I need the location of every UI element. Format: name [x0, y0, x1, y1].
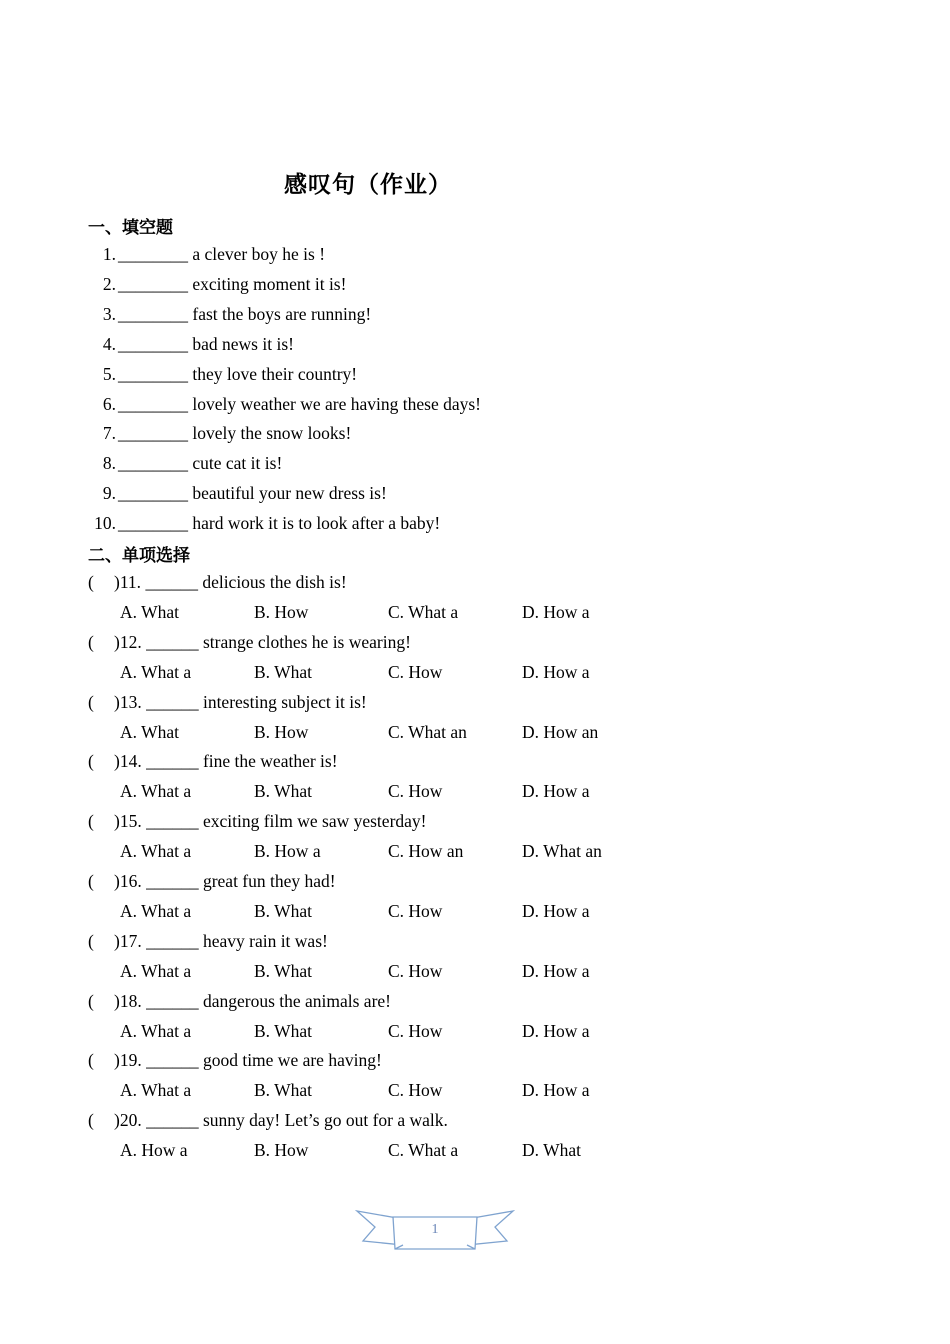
item-number: 5. [102, 363, 116, 384]
choice-option: A. What a [120, 960, 192, 981]
answer-blank: ________ [118, 453, 188, 474]
choice-option: B. What [254, 1080, 313, 1101]
item-number: 8. [102, 453, 116, 474]
choice-option: B. How [254, 602, 309, 622]
choice-option: D. How a [522, 960, 590, 981]
answer-blank: ________ [118, 513, 188, 534]
item-text: sunny day! Let’s go out for a walk. [202, 1110, 448, 1131]
question-row [88, 1109, 448, 1131]
choice-option: A. What a [120, 1080, 192, 1101]
question-row [88, 571, 347, 593]
answer-paren: ( [88, 691, 94, 712]
item-number: )18. [114, 990, 142, 1011]
choice-option: B. How [254, 1140, 309, 1161]
choice-option: C. How an [388, 841, 464, 862]
fill-item [86, 243, 325, 265]
item-number: )12. [114, 631, 142, 652]
item-number: )17. [114, 930, 142, 951]
page-title: 感叹句（作业） [284, 172, 452, 198]
item-text: fine the weather is! [202, 751, 338, 772]
answer-blank: ________ [118, 483, 188, 504]
choice-option: C. How [388, 1080, 443, 1101]
fill-item [86, 452, 282, 474]
answer-blank: ______ [145, 572, 198, 592]
choice-option: C. How [388, 1020, 443, 1041]
choice-option: B. What [254, 901, 313, 921]
fill-item [86, 333, 294, 355]
choice-option: C. What a [388, 602, 459, 622]
answer-blank: ________ [118, 244, 188, 264]
question-row [88, 750, 338, 772]
fill-item [86, 512, 440, 534]
choice-option: A. How a [120, 1140, 188, 1161]
item-text: interesting subject it is! [202, 691, 367, 712]
choice-option: B. What [254, 661, 313, 682]
answer-blank: ______ [146, 1110, 199, 1131]
item-text: lovely the snow looks! [192, 423, 352, 444]
item-text: exciting film we saw yesterday! [202, 811, 427, 832]
fill-item [86, 393, 481, 415]
choice-option: D. How a [522, 781, 590, 802]
choice-option: D. How a [522, 661, 590, 682]
item-text: dangerous the animals are! [202, 990, 392, 1011]
item-text: lovely weather we are having these days! [192, 393, 482, 414]
item-text: great fun they had! [202, 871, 336, 891]
item-text: strange clothes he is wearing! [202, 631, 411, 652]
choice-option: D. How a [522, 901, 590, 921]
question-row [88, 990, 391, 1012]
choice-option: C. What an [388, 721, 467, 742]
item-number: )14. [114, 751, 142, 772]
item-text: hard work it is to look after a baby! [192, 513, 441, 534]
choice-option: D. How a [522, 1080, 590, 1101]
item-text: cute cat it is! [192, 453, 283, 474]
answer-blank: ________ [118, 273, 188, 294]
item-number: )20. [114, 1110, 142, 1131]
page-footer [355, 1207, 515, 1255]
item-number: 1. [102, 244, 116, 264]
choice-option: B. What [254, 960, 313, 981]
answer-paren: ( [88, 1050, 94, 1071]
answer-paren: ( [88, 871, 94, 891]
section-heading-fill: 一、填空题 [88, 218, 173, 238]
choice-option: B. What [254, 781, 313, 802]
answer-blank: ________ [118, 303, 188, 324]
section-heading-choice: 二、单项选择 [88, 546, 190, 566]
answer-blank: ______ [146, 811, 199, 832]
page-number: 1 [431, 1222, 439, 1237]
item-number: 7. [102, 423, 116, 444]
item-number: )13. [114, 691, 142, 712]
answer-blank: ______ [146, 631, 199, 652]
answer-paren: ( [88, 572, 94, 592]
choice-option: A. What a [120, 781, 192, 802]
choice-option: C. How [388, 661, 443, 682]
answer-blank: ______ [146, 990, 199, 1011]
answer-paren: ( [88, 811, 94, 832]
answer-blank: ______ [146, 930, 199, 951]
fill-item [86, 363, 357, 385]
choice-option: C. How [388, 901, 443, 921]
question-row [88, 631, 411, 653]
answer-paren: ( [88, 990, 94, 1011]
choice-option: D. How an [522, 721, 599, 742]
answer-blank: ______ [146, 871, 199, 891]
fill-item [86, 422, 351, 444]
answer-blank: ______ [146, 1050, 199, 1071]
answer-paren: ( [88, 631, 94, 652]
item-text: good time we are having! [202, 1050, 382, 1071]
answer-blank: ________ [118, 333, 188, 354]
answer-blank: ________ [118, 363, 188, 384]
fill-item [86, 273, 346, 295]
choice-option: D. What [522, 1140, 581, 1161]
answer-blank: ________ [118, 393, 188, 414]
question-row [88, 810, 427, 832]
item-text: fast the boys are running! [192, 303, 372, 324]
item-number: 3. [102, 303, 116, 324]
question-row [88, 930, 328, 952]
choice-option: D. How a [522, 1020, 590, 1041]
fill-item [86, 303, 371, 325]
choice-option: A. What [120, 602, 179, 622]
question-row [88, 691, 367, 713]
item-text: delicious the dish is! [202, 572, 347, 592]
item-number: )16. [114, 871, 142, 891]
choice-option: A. What a [120, 901, 192, 921]
choice-option: B. How a [254, 841, 321, 862]
choice-option: A. What [120, 721, 179, 742]
item-text: exciting moment it is! [192, 273, 347, 294]
choice-option: D. What an [522, 841, 602, 862]
item-text: heavy rain it was! [202, 930, 328, 951]
item-text: a clever boy he is ! [192, 244, 326, 264]
choice-option: C. How [388, 960, 443, 981]
answer-blank: ______ [146, 691, 199, 712]
item-number: 6. [102, 393, 116, 414]
answer-blank: ________ [118, 423, 188, 444]
choice-option: B. What [254, 1020, 313, 1041]
answer-paren: ( [88, 751, 94, 772]
choice-option: D. How a [522, 602, 590, 622]
item-text: beautiful your new dress is! [192, 483, 387, 504]
item-text: they love their country! [192, 363, 358, 384]
choice-option: B. How [254, 721, 309, 742]
choice-option: A. What a [120, 841, 192, 862]
item-number: )11. [114, 572, 142, 592]
item-number: )15. [114, 811, 142, 832]
question-row [88, 1049, 382, 1071]
choice-option: C. What a [388, 1140, 459, 1161]
choice-option: A. What a [120, 1020, 192, 1041]
question-row [88, 870, 336, 892]
fill-item [86, 482, 387, 504]
item-number: 9. [102, 483, 116, 504]
item-number: 4. [102, 333, 116, 354]
item-number: )19. [114, 1050, 142, 1071]
item-text: bad news it is! [192, 333, 294, 354]
item-number: 2. [102, 273, 116, 294]
choice-option: C. How [388, 781, 443, 802]
choice-option: A. What a [120, 661, 192, 682]
answer-blank: ______ [146, 751, 199, 772]
answer-paren: ( [88, 930, 94, 951]
answer-paren: ( [88, 1110, 94, 1131]
item-number: 10. [94, 513, 116, 534]
